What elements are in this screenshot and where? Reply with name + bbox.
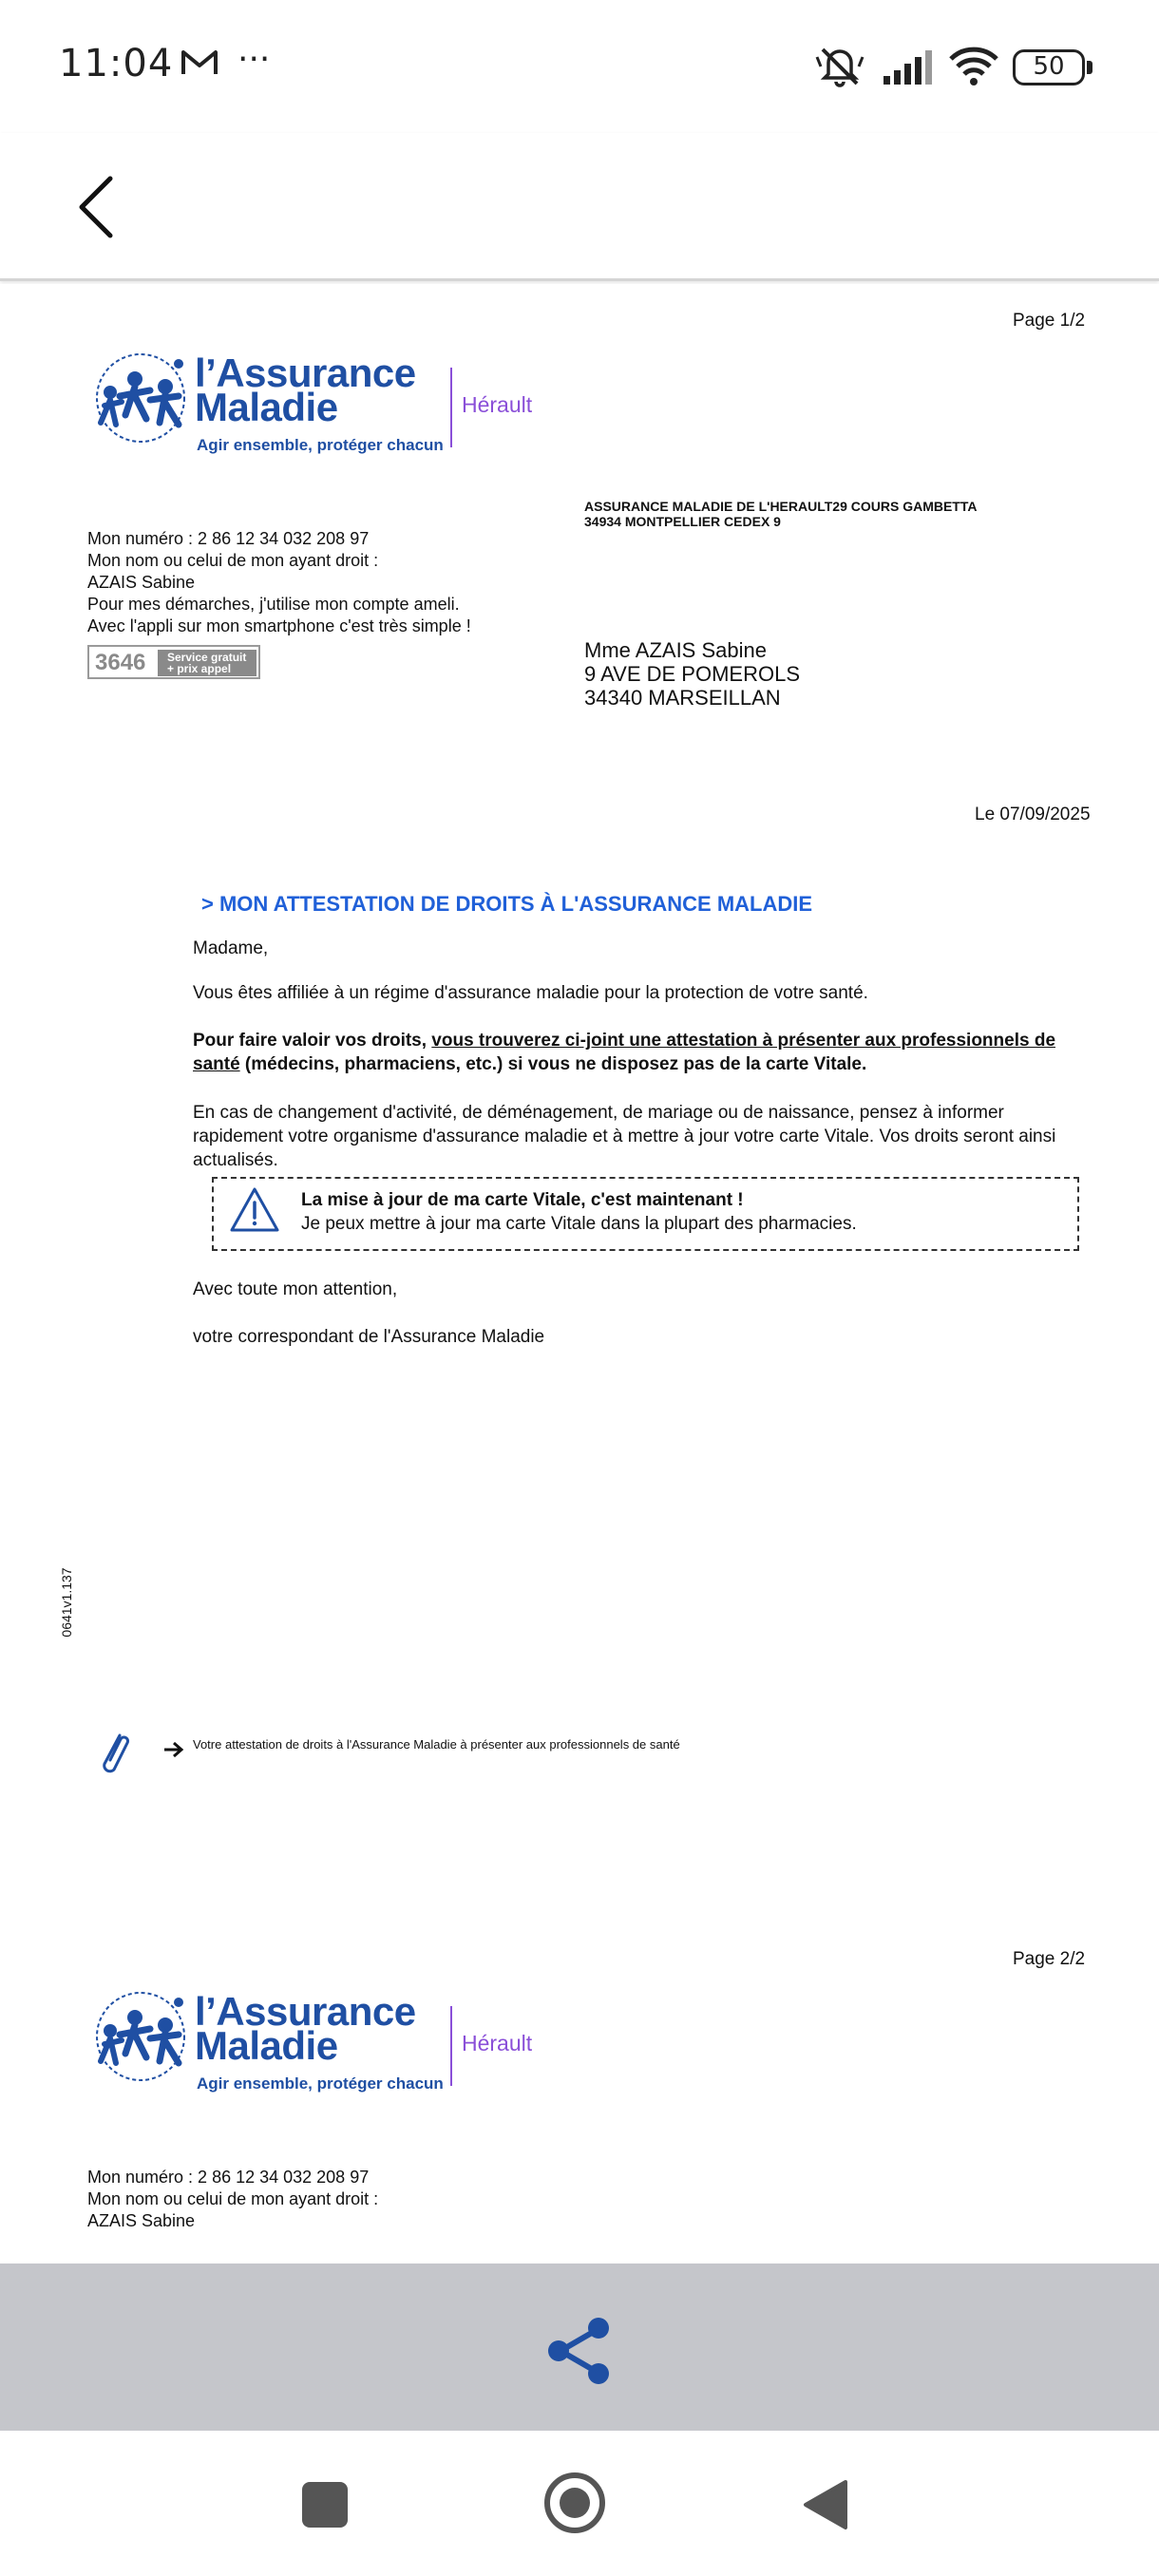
phone-service-badge xyxy=(87,645,260,679)
closing: Avec toute mon attention, xyxy=(193,1279,398,1299)
share-bar xyxy=(0,2263,1159,2431)
paragraph-rights-part1: Pour faire valoir vos droits, xyxy=(193,1031,432,1051)
back-arrow-icon[interactable] xyxy=(66,161,133,247)
member-name-label: Mon nom ou celui de mon ayant droit : xyxy=(87,2189,379,2208)
home-dot-icon xyxy=(560,2488,590,2518)
arrow-right-icon xyxy=(163,1741,184,1758)
navigation-bar xyxy=(0,2431,1159,2576)
logo-tagline: Agir ensemble, protéger chacun xyxy=(197,436,444,454)
logo-seal-icon xyxy=(87,1981,194,2088)
logo-seal-icon xyxy=(87,343,194,449)
phone-tag-line2: + prix appel xyxy=(167,662,232,675)
paragraph-rights xyxy=(193,1029,1086,1076)
paperclip-icon xyxy=(95,1728,133,1775)
warning-icon xyxy=(229,1186,280,1234)
document-viewer[interactable] xyxy=(0,284,1159,2263)
notice-text: Je peux mettre à jour ma carte Vitale dans la plupart des pharmacies. xyxy=(301,1214,857,1234)
sender-line: ASSURANCE MALADIE DE L'HERAULT29 COURS GAMBETTA xyxy=(584,499,978,514)
status-time: 11:04 xyxy=(59,42,174,85)
signal-icon xyxy=(882,49,935,85)
letter-title: > MON ATTESTATION DE DROITS À L'ASSURANCE MALADIE xyxy=(201,892,813,916)
logo-tagline: Agir ensemble, protéger chacun xyxy=(197,2074,444,2093)
logo-separator xyxy=(450,2006,452,2086)
member-number: Mon numéro : 2 86 12 34 032 208 97 xyxy=(87,2168,370,2187)
more-notifications-icon: ··· xyxy=(238,40,271,79)
phone-number: 3646 xyxy=(95,650,146,675)
assurance-maladie-logo xyxy=(87,343,543,457)
recipient-street: 9 AVE DE POMEROLS xyxy=(584,662,801,686)
mute-icon xyxy=(815,44,864,87)
member-info xyxy=(87,528,471,637)
notice-title: La mise à jour de ma carte Vitale, c'est maintenant ! xyxy=(301,1190,744,1210)
attestation-link[interactable]: vous trouverez ci-joint une attestation à présenter aux professionnels de santé xyxy=(193,1031,1056,1074)
mail-icon xyxy=(180,47,218,78)
salutation: Madame, xyxy=(193,938,269,958)
member-number: Mon numéro : 2 86 12 34 032 208 97 xyxy=(87,529,370,548)
member-name-label: Mon nom ou celui de mon ayant droit : xyxy=(87,551,379,570)
paragraph-changes: En cas de changement d'activité, de déménagement, de mariage ou de naissance, pensez à informer rapidement votre organisme d'assurance maladie et à mettre à jour votre carte Vitale. Vos droits seront ainsi actualisés. xyxy=(193,1103,1056,1170)
share-icon[interactable] xyxy=(543,2315,616,2387)
logo-separator xyxy=(450,368,452,447)
logo-line2: Maladie xyxy=(195,2023,338,2068)
battery-icon xyxy=(1013,49,1092,85)
nav-back-icon[interactable] xyxy=(800,2478,849,2531)
app-bar xyxy=(0,133,1159,281)
phone-tag xyxy=(158,650,256,676)
battery-level: 50 xyxy=(1033,52,1065,81)
ameli-info: Pour mes démarches, j'utilise mon compte ameli. xyxy=(87,595,460,614)
home-button[interactable] xyxy=(544,2472,605,2533)
recipient-name: Mme AZAIS Sabine xyxy=(584,638,767,662)
signature: votre correspondant de l'Assurance Maladie xyxy=(193,1327,545,1347)
battery-nub xyxy=(1087,61,1092,74)
attachment-label: Votre attestation de droits à l'Assurance Maladie à présenter aux professionnels de santé xyxy=(193,1737,680,1752)
recent-apps-button[interactable] xyxy=(302,2482,348,2528)
logo-department: Hérault xyxy=(462,2031,533,2055)
status-bar xyxy=(0,0,1159,133)
logo-line1: l’Assurance xyxy=(195,350,416,395)
recipient-address xyxy=(584,638,800,710)
paragraph-affiliation: Vous êtes affiliée à un régime d'assurance maladie pour la protection de votre santé. xyxy=(193,983,868,1003)
page-number: Page 1/2 xyxy=(1013,311,1086,331)
phone-tag-line1: Service gratuit xyxy=(167,651,247,664)
letter-date: Le 07/09/2025 xyxy=(975,805,1091,824)
logo-department: Hérault xyxy=(462,392,533,417)
sender-line: 34934 MONTPELLIER CEDEX 9 xyxy=(584,514,781,529)
recipient-city: 34340 MARSEILLAN xyxy=(584,686,781,710)
member-name: AZAIS Sabine xyxy=(87,2211,196,2230)
logo-line2: Maladie xyxy=(195,385,338,429)
app-info: Avec l'appli sur mon smartphone c'est très simple ! xyxy=(87,616,471,635)
side-reference-text: 0641v1.137 xyxy=(59,1567,74,1638)
paragraph-rights-part2: (médecins, pharmaciens, etc.) si vous ne disposez pas de la carte Vitale. xyxy=(239,1054,867,1074)
page-number: Page 2/2 xyxy=(1013,1949,1086,1969)
side-reference xyxy=(57,1561,76,1646)
wifi-icon xyxy=(948,46,999,87)
sender-address xyxy=(584,499,978,529)
assurance-maladie-logo xyxy=(87,1981,543,2095)
member-info xyxy=(87,2167,378,2232)
vitale-notice-box xyxy=(212,1177,1079,1251)
logo-line1: l’Assurance xyxy=(195,1989,416,2034)
member-name: AZAIS Sabine xyxy=(87,573,196,592)
